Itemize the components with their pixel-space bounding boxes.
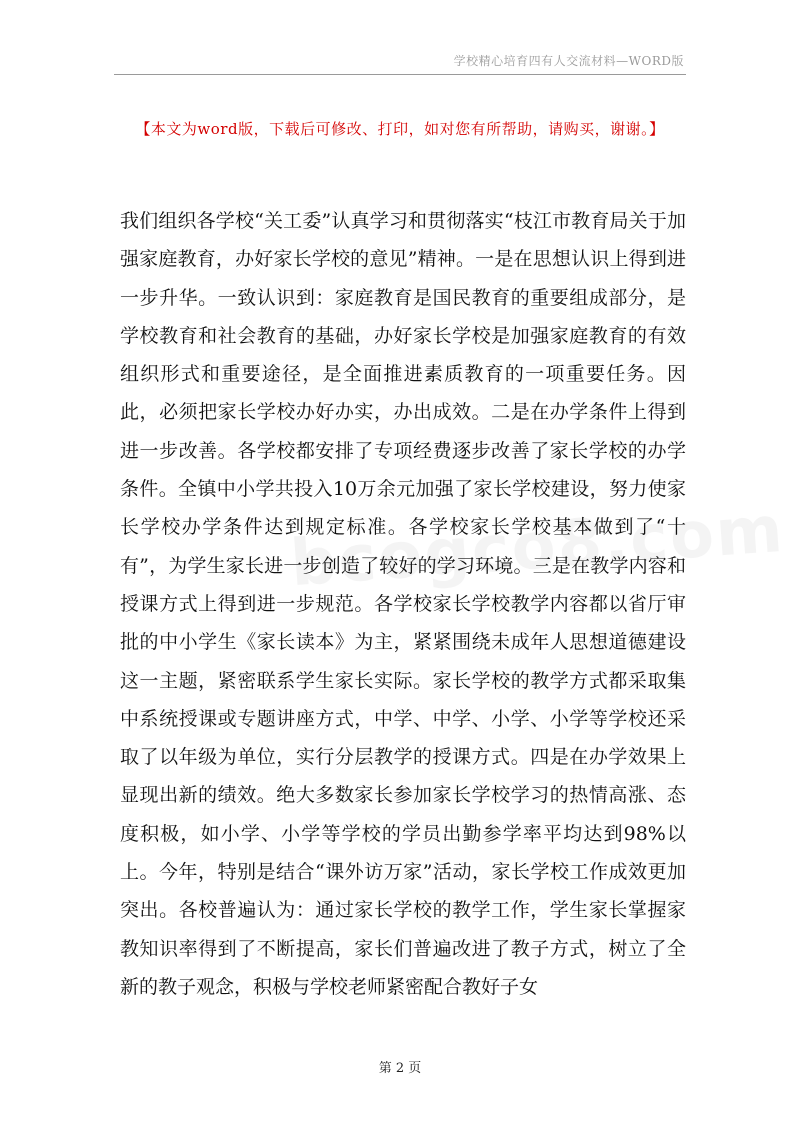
download-notice: 【本文为word版，下载后可修改、打印，如对您有所帮助，请购买，谢谢。】 (135, 120, 665, 138)
body-paragraph: 我们组织各学校“关工委”认真学习和贯彻落实“枝江市教育局关于加强家庭教育，办好家长学校的意见”精神。一是在思想认识上得到进一步升华。一致认识到：家庭教育是国民教育的重要组成部分，是学校教育和社会教育的基础，办好家长学校是加强家庭教育的有效组织形式和重要途径，是全面推进素质教育的一项重要任务。因此，必须把家长学校办好办实，办出成效。二是在办学条件上得到进一步改善。各学校都安排了专项经费逐步改善了家长学校的办学条件。全镇中小学共投入10万余元加强了家长学校建设，努力使家长学校办学条件达到规定标准。各学校家长学校基本做到了“十有”，为学生家长进一步创造了较好的学习环境。三是在教学内容和授课方式上得到进一步规范。各学校家长学校教学内容都以省厅审批的中小学生《家长读本》为主，紧紧围绕未成年人思想道德建设这一主题，紧密联系学生家长实际。家长学校的教学方式都采取集中系统授课或专题讲座方式，中学、中学、小学、小学等学校还采取了以年级为单位，实行分层教学的授课方式。四是在办学效果上显现出新的绩效。绝大多数家长参加家长学校学习的热情高涨、态度积极，如小学、小学等学校的学员出勤参学率平均达到98%以上。今年，特别是结合“课外访万家”活动，家长学校工作成效更加突出。各校普遍认为：通过家长学校的教学工作，学生家长掌握家教知识率得到了不断提高，家长们普遍改进了教子方式，树立了全新的教子观念，积极与学校老师紧密配合教好子女 (120, 210, 686, 998)
header-title: 学校精心培育四有人交流材料—WORD版 (453, 54, 684, 68)
header-divider (114, 74, 686, 75)
page-number: 第 2 页 (378, 1061, 422, 1076)
